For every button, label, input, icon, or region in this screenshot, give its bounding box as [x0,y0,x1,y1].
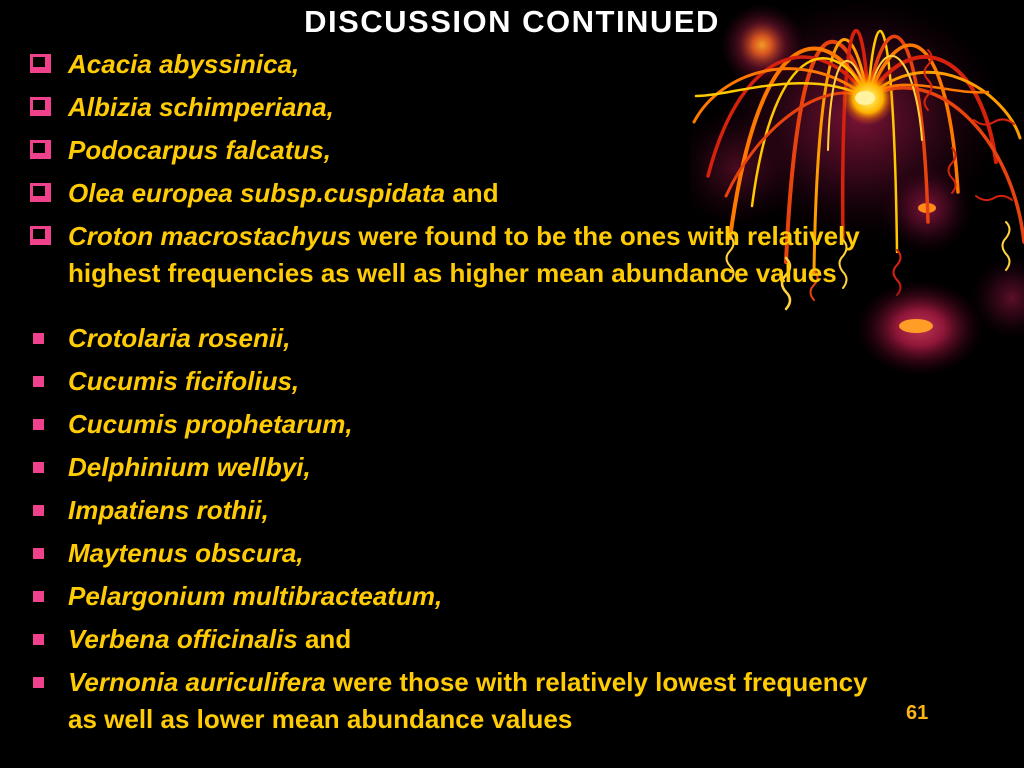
square-bullet-icon [33,462,44,473]
species-name: Pelargonium multibracteatum, [68,581,443,611]
square-bullet-icon [33,548,44,559]
square-bullet-icon [33,634,44,645]
list-item [30,320,888,357]
square-bullet-icon [33,376,44,387]
square-list [30,320,888,744]
checkbox-bullet-icon [30,226,51,245]
species-name: Maytenus obscura, [68,538,304,568]
checkbox-bullet-icon [30,54,51,73]
list-item [30,578,888,615]
list-item [30,218,888,292]
list-item [30,89,888,126]
species-name: Vernonia auriculifera [68,667,326,697]
list-item-text: and [445,178,499,208]
list-item-text: were those with relatively lowest frequency as well as lower mean abundance values [68,667,868,734]
checkbox-bullet-icon [30,97,51,116]
list-item [30,449,888,486]
page-number: 61 [906,702,929,724]
list-item [30,621,888,658]
list-item [30,132,888,169]
species-name: Acacia abyssinica, [68,49,300,79]
square-bullet-icon [33,333,44,344]
list-item [30,46,888,83]
species-name: Delphinium wellbyi, [68,452,311,482]
square-bullet-icon [33,505,44,516]
list-item [30,535,888,572]
species-name: Cucumis ficifolius, [68,366,300,396]
species-name: Crotolaria rosenii, [68,323,291,353]
square-bullet-icon [33,419,44,430]
list-item [30,664,888,738]
species-name: Cucumis prophetarum, [68,409,353,439]
list-item [30,363,888,400]
species-name: Olea europea subsp.cuspidata [68,178,446,208]
species-name: Podocarpus falcatus, [68,135,331,165]
checkbox-bullet-icon [30,183,51,202]
list-item-text: were found to be the ones with relatively highest frequencies as well as higher mean abundance values [68,221,860,288]
checkbox-bullet-icon [30,140,51,159]
square-bullet-icon [33,677,44,688]
slide-title: DISCUSSION CONTINUED [304,4,720,39]
square-bullet-icon [33,591,44,602]
list-item-text: and [297,624,352,654]
checkbox-list [30,46,888,298]
species-name: Croton macrostachyus [68,221,352,251]
species-name: Albizia schimperiana, [68,92,334,122]
list-item [30,406,888,443]
list-item [30,492,888,529]
species-name: Impatiens rothii, [68,495,269,525]
list-item [30,175,888,212]
species-name: Verbena officinalis [68,624,298,654]
